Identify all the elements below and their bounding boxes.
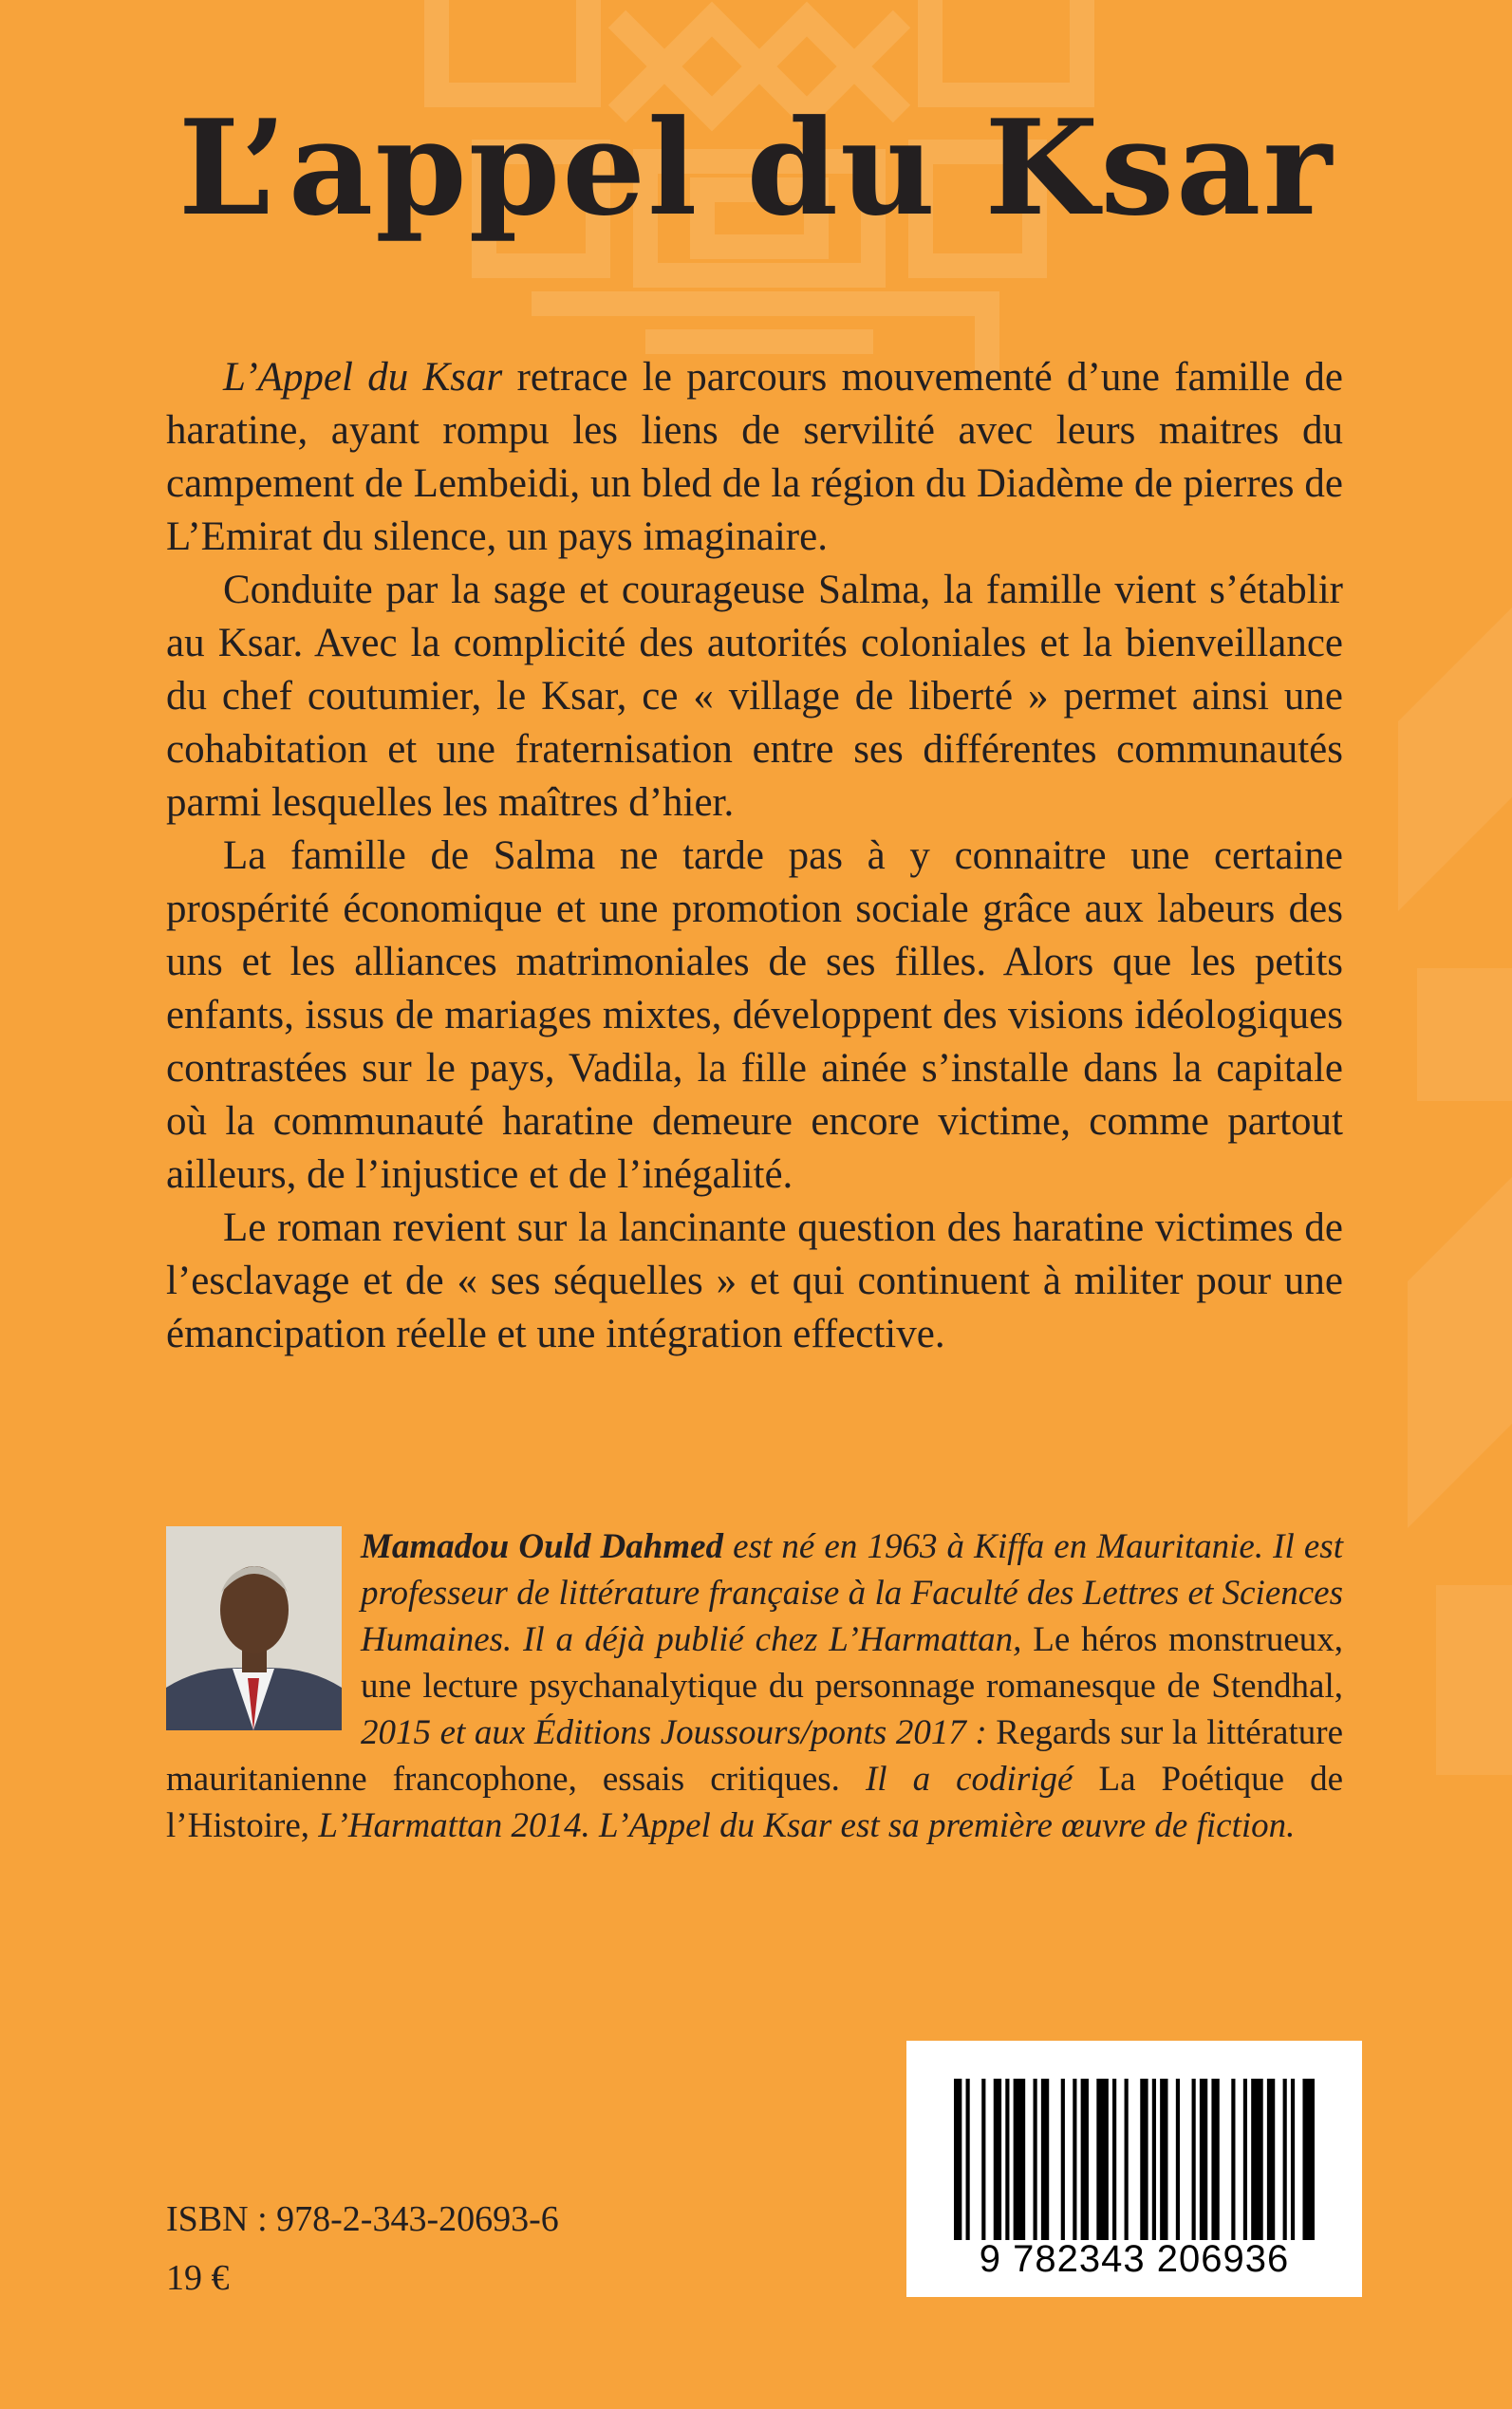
book-title: L’appel du Ksar xyxy=(177,90,1335,245)
synopsis-title-ref: L’Appel du Ksar xyxy=(223,355,503,400)
synopsis-paragraph: La famille de Salma ne tarde pas à y connaitre une certaine prospérité économique et une promotion sociale grâce aux labeurs des uns et les alliances matrimoniales de ses filles. Alors que les petits enfants, issus de mariages mixtes, développent des visions idéologiques contrastées sur le pays, Vadila, la fille ainée s’installe dans la capitale où la communauté haratine demeure encore victime, comme partout ailleurs, de l’injustice et de l’inégalité. xyxy=(166,833,1343,1197)
synopsis-paragraph: Conduite par la sage et courageuse Salma, la famille vient s’établir au Ksar. Avec la complicité des autorités coloniales et la bienveillance du chef coutumier, le Ksar, ce « village de liberté » permet ainsi une cohabitation et une fraternisation entre ses différentes communautés parmi lesquelles les maîtres d’hier. xyxy=(166,568,1343,825)
decorative-pattern-icon xyxy=(1379,607,1512,1841)
synopsis-paragraph: Le roman revient sur la lancinante question des haratine victimes de l’esclavage et de « ses séquelles » et qui continuent à militer pour une émancipation réelle et une intégration effective. xyxy=(166,1205,1343,1356)
isbn: ISBN : 978-2-343-20693-6 xyxy=(166,2199,559,2239)
author-name: Mamadou Ould Dahmed xyxy=(361,1527,724,1566)
barcode-digits: 9 782343 206936 xyxy=(979,2238,1290,2280)
synopsis xyxy=(166,351,1343,1361)
synopsis-paragraph: L’Appel du Ksar retrace le parcours mouvementé d’une famille de haratine, ayant rompu les liens de servilité avec leurs maitres du campement de Lembeidi, un bled de la région du Diadème de pierres de L’Emirat du silence, un pays imaginaire. xyxy=(166,355,1343,559)
barcode xyxy=(906,2041,1362,2297)
barcode-bars-icon xyxy=(954,2079,1315,2240)
price: 19 € xyxy=(166,2258,230,2298)
author-bio: Mamadou Ould Dahmed est né en 1963 à Kiffa en Mauritanie. Il est professeur de littérature française à la Faculté des Lettres et Sciences Humaines. Il a déjà publié chez L’Harmattan, Le héros monstrueux, une lecture psychanalytique du personnage romanesque de Stendhal, 2015 et aux Éditions Joussours/ponts 2017 : Regards sur la littérature mauritanienne francophone, essais critiques. Il a codirigé La Poétique de l’Histoire, L’Harmattan 2014. L’Appel du Ksar est sa première œuvre de fiction. xyxy=(166,1527,1343,1845)
